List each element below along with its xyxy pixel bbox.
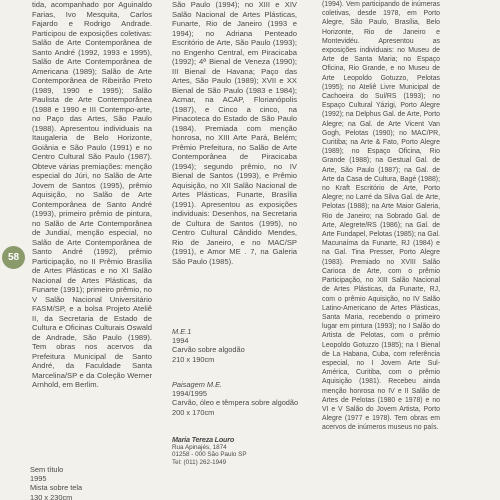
caption-title: Sem título: [30, 465, 64, 474]
caption-year: 1995: [30, 474, 47, 484]
text-column-3: [322, 0, 440, 470]
caption-medium: Carvão sobre algodão: [172, 345, 245, 355]
biography-text: São Paulo (1994); no XIII e XIV Salão Nacional de Artes Plásticas, Funarte, Rio de Janeiro (1993 e 1994); no Adriana Penteado Escritório de Arte, São Paulo (1993); no Engenho Central, em Piracicaba (1992); 4ª Bienal de Veneza (1990); III Bienal de Havana; Paço das Artes, São Paulo (1989); XVII e XX Bienal de São Paulo (1983 e 1984); Acmar, na ACAP, Florianópolis (1987), e Cinco a cinco, na Pinacoteca do Estado de São Paulo (1984). Premiada com menção honrosa, no XIII Arte Pará, Belém; Prêmio Prefeitura, no Salão de Arte Contemporânea de Piracicaba (1994); segundo prêmio, no IV Bienal de Santos (1993), e Prêmio Aquisição, no XII Salão Nacional de Artes Plásticas, Funarte, Brasília (1991). Apresentou as exposições individuais: Desenhos, na Secretaria de Cultura de Santos (1995), no Centro Cultural Cândido Mendes, Rio de Janeiro, e no MAC/SP (1991), e Amor ME . 7, na Galeria São Paulo (1985).: [172, 0, 297, 266]
caption-title: Paisagem M.E.: [172, 380, 223, 389]
caption-size: 210 x 190cm: [172, 354, 215, 364]
biography-text: tida, acompanhado por Aguinaldo Farias, Ivo Mesquita, Carlos Fajardo e Rodrigo Andrade. Participou de exposições coletivas: Salão de Arte Contemporânea de Santo André (1992, 1993 e 1995), Salão de Arte Contemporânea de Americana (1989); Salão de Arte Contemporânea de Ribeirão Preto (1989, 1990 e 1995); Salão Paulista de Arte Contemporânea (1988 e 1990 e III Contempo-arte, no Paço das Artes, São Paulo (1988). Apresentou individuais na Itaugaleria de Belo Horizonte, Goiânia e São Paulo (1991) e no Centro Cultural São Paulo (1987). Obteve várias premiações: menção especial do Júri, no Salão de Arte Jovem de Santos (1995), prêmio Aquisição, no Salão de Arte Contemporânea de Santo André (1993), primeiro prêmio de pintura, no Salão de Arte Contemporânea de Jundiaí, menção especial, no Salão de Arte Contemporânea de Santo André (1992), prêmio Participação, no II Prêmio Brasília de Artes Plásticas e no XI Salão Nacional de Artes Plásticas, da Funarte (1991); primeiro prêmio, no V Salão Nacional Universitário FASM/SP, e a bolsa Projeto Ateliê II, da Secretaria de Estado de Cultura e Oficinas Culturais Oswald de Andrade, São Paulo (1989). Tem obras nos acervos da Prefeitura Municipal de Santo André, da Faculdade Santa Marcelina/SP e da Coleção Werner Arnhold, em Berlim.: [32, 0, 152, 389]
gallery-address: Rua Apinajés, 1874: [172, 443, 227, 451]
caption-title: M.E.1: [172, 327, 192, 336]
caption-medium: Carvão, óleo e têmpera sobre algodão: [172, 398, 299, 408]
page-number: 58: [2, 246, 25, 269]
caption-year: 1994: [172, 336, 189, 346]
caption-size: 200 x 170cm: [172, 407, 215, 417]
caption-size: 130 x 230cm: [30, 492, 73, 500]
caption-year: 1994/1995: [172, 389, 207, 399]
gallery-city: 01258 - 000 São Paulo SP: [172, 451, 247, 459]
text-column-1: [32, 0, 152, 470]
artwork-caption-me1: [172, 327, 245, 364]
gallery-name: Maria Tereza Louro: [172, 435, 235, 444]
gallery-contact: [172, 436, 312, 466]
caption-medium: Mista sobre tela: [30, 483, 83, 493]
gallery-phone: Tel: (011) 262-1949: [172, 458, 227, 466]
artwork-caption-paisagem: [172, 380, 312, 417]
biography-text: (1994). Vem participando de inúmeras coletivas, desde 1978, em Porto Alegre, São Paulo, Brasília, Belo Horizonte, Rio de Janeiro e Montevidéu. Apresentou as exposições individuais: no Museu de Arte de Santa Maria; no Espaço Oficina, Rio Grande, e no Museu de Arte Leopoldo Gotuzzo, Pelotas (1995); no Ateliê Livre Municipal de Cachoeira do Sul/RS (1993); no Espaço Cultural Yázigi, Porto Alegre (1992); na Delphus Gal. de Arte, Porto Alegre; na Gal. de Arte Vicent Van Gogh, Pelotas (1990); no MAC/PR, Curitiba; na Arte & Fato, Porto Alegre (1989); no Espaço Oficina, Rio Grande (1988); na Gestual Gal. de Arte, São Paulo (1987); na Gal. de Arte da Casa de Cultura, Bagé (1988); no Kraft Escritório de Arte, Porto Alegre; no Larré da Silva Gal. de Arte, Pelotas (1988); na Arte Maior Galeria, Rio de Janeiro; na Sobrado Gal. de Arte, Alegrete/RS (1986); na Gal. de Arte Fundapel, Pelotas (1985); na Gal. Macunaíma da Funarte, RJ (1984) e na Gal. Tina Presser, Porto Alegre (1983). Premiado no XVIII Salão Carioca de Arte, com o prêmio Participação, no XIII Salão Nacional de Artes Plásticas, da Funarte, RJ, com o prêmio Aquisição, no IV Salão Latino-Americano de Artes Plásticas, Santa Maria, recebendo o primeiro lugar em pintura (1993); no I Salão do Artista de Pelotas, com o prêmio Leopoldo Gotuzzo (1985); na I Bienal de La Habana, Cuba, com referência especial, no I Jovem Arte Sul-América, Curitiba, com o prêmio Aquisição (1981). Recebeu ainda menção honrosa no IV e II Salão de Artes de Pelotas (1980 e 1978) e no VI e V Salão do Jovem Artista, Porto Alegre (1977 e 1978). Tem obras em acervos de inúmeros museus no país.: [322, 1, 440, 432]
artwork-caption-left: [30, 465, 82, 500]
